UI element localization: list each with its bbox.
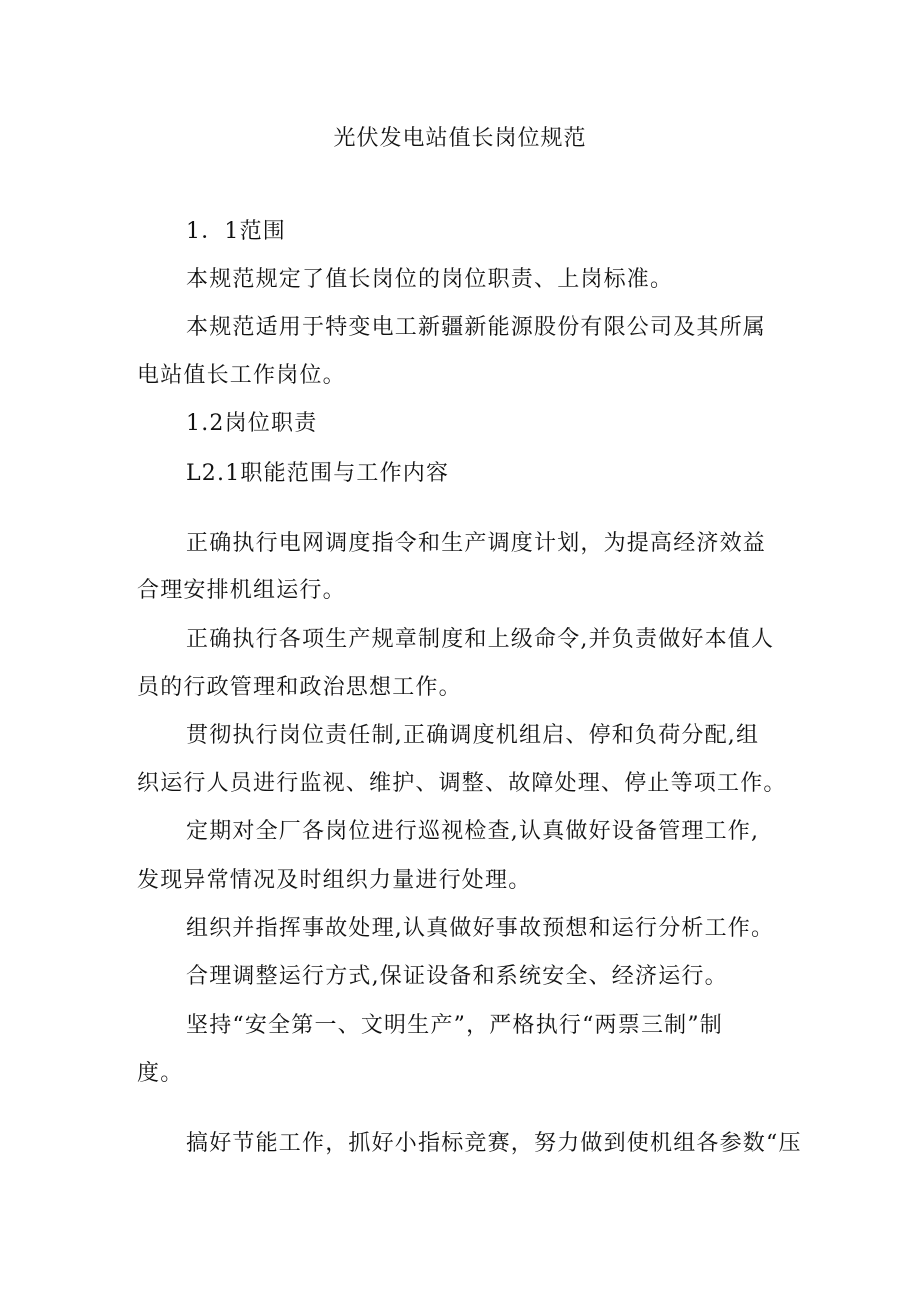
section-1-2-1-heading: L2.1职能范围与工作内容 (186, 461, 450, 486)
paragraph-line: 定期对全厂各岗位进行巡视检查,认真做好设备管理工作, (186, 819, 760, 844)
paragraph-line: 坚持“安全第一、文明生产”，严格执行“两票三制”制 (186, 1013, 723, 1038)
paragraph-line: 员的行政管理和政治思想工作。 (137, 675, 462, 700)
paragraph-line: 正确执行电网调度指令和生产调度计划，为提高经济效益 (186, 531, 767, 556)
document-title: 光伏发电站值长岗位规范 (333, 126, 587, 151)
section-1-2-heading: 1.2岗位职责 (186, 411, 318, 436)
paragraph-line: 度。 (137, 1061, 184, 1086)
paragraph-line: 织运行人员进行监视、维护、调整、故障处理、停止等项工作。 (137, 771, 787, 796)
paragraph-line: 电站值长工作岗位。 (137, 363, 346, 388)
paragraph-line: 贯彻执行岗位责任制,正确调度机组启、停和负荷分配,组 (186, 723, 760, 748)
paragraph-line: 搞好节能工作，抓好小指标竞赛，努力做到使机组各参数“压 (186, 1131, 802, 1156)
paragraph-line: 本规范适用于特变电工新疆新能源股份有限公司及其所属 (186, 315, 767, 340)
paragraph-line: 正确执行各项生产规章制度和上级命令,并负责做好本值人 (186, 627, 775, 652)
paragraph-line: 发现异常情况及时组织力量进行处理。 (137, 868, 532, 893)
paragraph-line: 本规范规定了值长岗位的岗位职责、上岗标准。 (186, 267, 674, 292)
paragraph-line: 合理安排机组运行。 (137, 578, 346, 603)
section-1-1-heading: 1．1范围 (186, 219, 286, 244)
paragraph-line: 组织并指挥事故处理,认真做好事故预想和运行分析工作。 (186, 916, 775, 941)
paragraph-line: 合理调整运行方式,保证设备和系统安全、经济运行。 (186, 964, 728, 989)
